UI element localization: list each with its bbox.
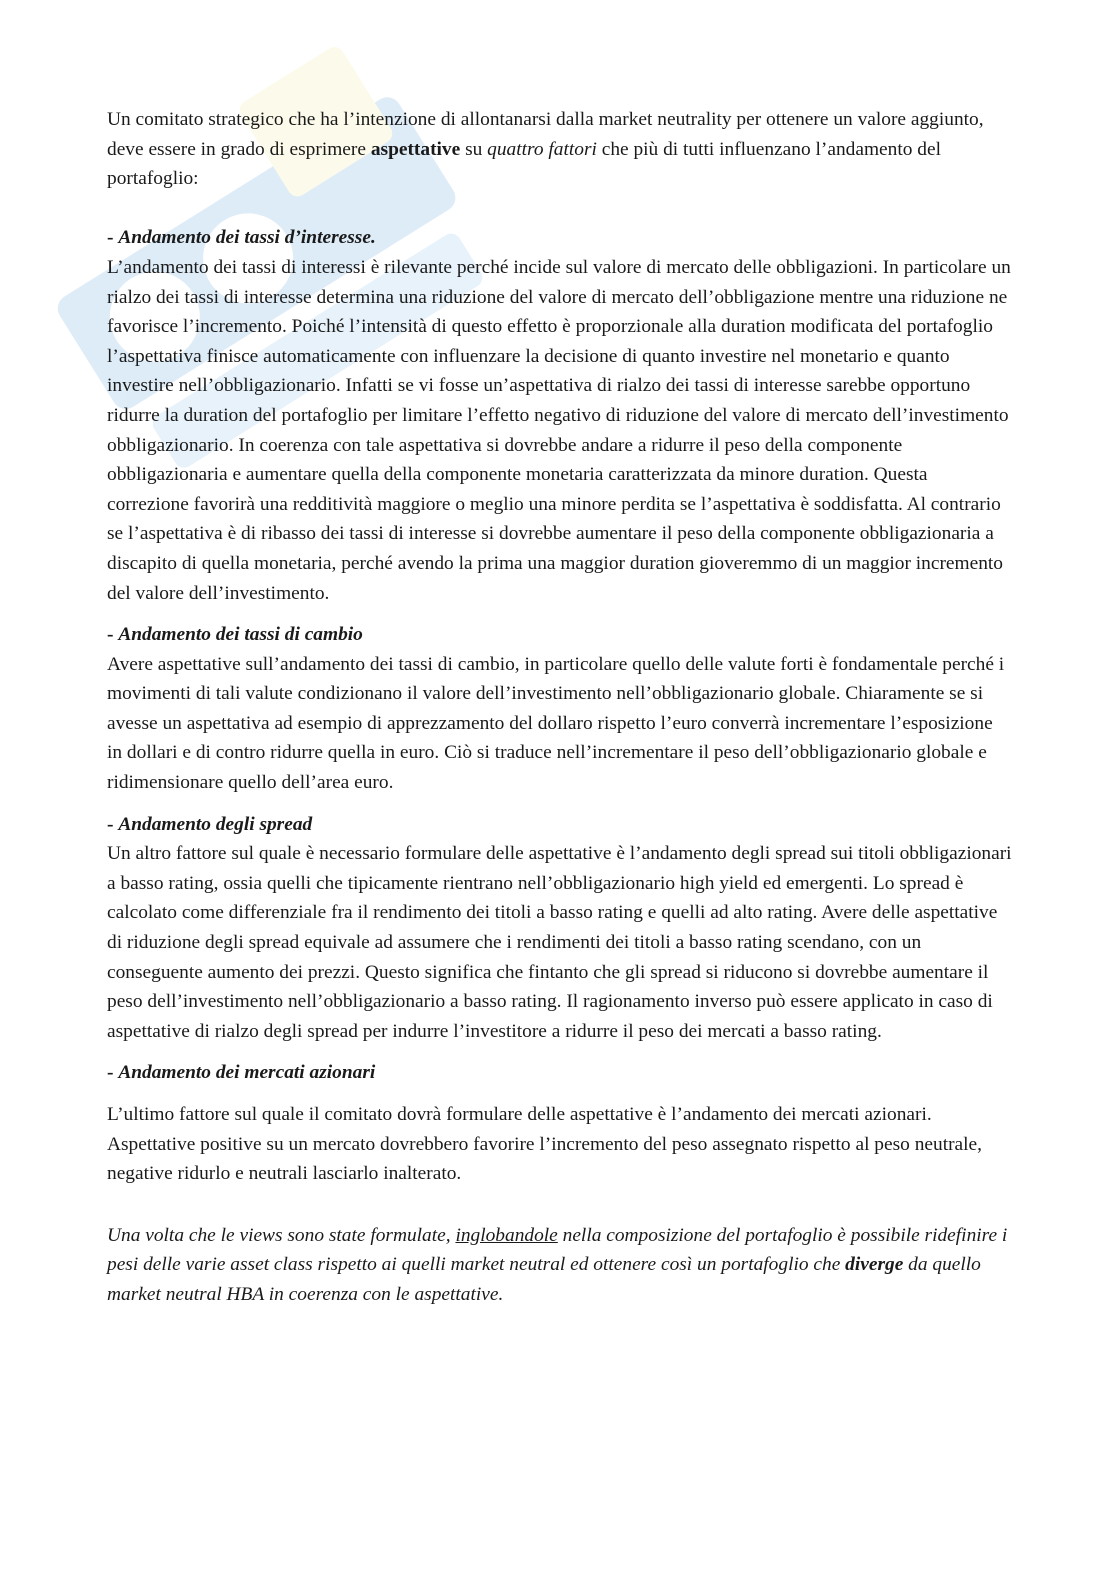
conclusion-bold-term: diverge [845, 1254, 904, 1276]
section-heading [107, 223, 1012, 253]
section-body: Un altro fattore sul quale è necessario formulare delle aspettative è l’andamento degli spread sui titoli obbligazionari a basso rating, ossia quelli che tipicamente rientrano nell’obbligazionario high yield ed emergenti. Lo spread è calcolato come differenziale fra il rendimento dei titoli a basso rating e quelli ad alto rating. Avere delle aspettative di riduzione degli spread equivale ad assumere che i rendimenti dei titoli a basso rating scendano, con un conseguente aumento dei prezzi. Questo significa che fintanto che gli spread si riducono si dovrebbe aumentare il peso dell’investimento nell’obbligazionario a basso rating. Il ragionamento inverso può essere applicato in caso di aspettative di rialzo degli spread per indurre l’investitore a ridurre il peso dei mercati a basso rating. [107, 843, 1012, 1042]
intro-text: Un comitato strategico che ha l’intenzione di allontanarsi dalla market neutrality per ottenere un valore aggiunto, deve essere in grado di esprimere [107, 109, 984, 160]
section-body: L’ultimo fattore sul quale il comitato dovrà formulare delle aspettative è l’andamento dei mercati azionari. Aspettative positive su un mercato dovrebbero favorire l’incremento del peso assegnato rispetto al peso neutrale, negative ridurlo e neutrali lasciarlo inalterato. [107, 1104, 982, 1185]
heading-title: Andamento dei tassi d’interesse. [118, 227, 376, 249]
intro-italic-term: quattro fattori [487, 138, 597, 160]
heading-dash: - [107, 813, 119, 835]
intro-text: che più di tutti influenzano l’andamento del portafoglio: [107, 138, 941, 190]
heading-dash: - [107, 1062, 119, 1084]
conclusion-paragraph [107, 1221, 1012, 1310]
heading-dash: - [107, 227, 119, 249]
heading-dash: - [107, 624, 119, 646]
section-heading [107, 620, 1012, 650]
conclusion-underlined-term: inglobandole [455, 1224, 558, 1246]
intro-text: su [460, 138, 488, 160]
conclusion-text: Una volta che le views sono state formulate, [107, 1224, 456, 1246]
conclusion-text: da quello market neutral HBA in coerenza con le aspettative. [107, 1254, 981, 1305]
heading-title: Andamento dei tassi di cambio [118, 624, 363, 646]
section-heading [107, 810, 1012, 840]
conclusion-text: nella composizione del portafoglio è possibile ridefinire i pesi delle varie asset class rispetto ai quelli market neutral ed ottenere così un portafoglio che [107, 1224, 1008, 1276]
section-heading [107, 1058, 1012, 1088]
intro-bold-term: aspettative [370, 138, 461, 160]
document-page [107, 105, 1012, 1310]
section-body: Avere aspettative sull’andamento dei tassi di cambio, in particolare quello delle valute forti è fondamentale perché i movimenti di tali valute condizionano il valore dell’investimento nell’obbligazionario globale. Chiaramente se si avesse un aspettativa ad esempio di apprezzamento del dollaro rispetto l’euro converrà incrementare l’esposizione in dollari e di contro ridurre quella in euro. Ciò si traduce nell’incrementare il peso dell’obbligazionario globale e ridimensionare quello dell’area euro. [107, 653, 1005, 794]
heading-title: Andamento dei mercati azionari [118, 1062, 376, 1084]
heading-title: Andamento degli spread [118, 813, 313, 835]
section-body: L’andamento dei tassi di interessi è rilevante perché incide sul valore di mercato delle obbligazioni. In particolare un rialzo dei tassi di interesse determina una riduzione del valore di mercato dell’obbligazione mentre una riduzione ne favorisce l’incremento. Poiché l’intensità di questo effetto è proporzionale alla duration modificata del portafoglio l’aspettativa finisce automaticamente con influenzare la decisione di quanto investire nel monetario e quanto investire nell’obbligazionario. Infatti se vi fosse un’aspettativa di rialzo dei tassi di interesse sarebbe opportuno ridurre la duration del portafoglio per limitare l’effetto negativo di riduzione del valore di mercato dell’investimento obbligazionario. In coerenza con tale aspettativa si dovrebbe andare a ridurre il peso della componente obbligazionaria e aumentare quella della componente monetaria caratterizzata da minore duration. Questa correzione favorirà una redditività maggiore o meglio una minore perdita se l’aspettativa è soddisfatta. Al contrario se l’aspettativa è di ribasso dei tassi di interesse si dovrebbe aumentare il peso della componente obbligazionaria a discapito di quella monetaria, perché avendo la prima una maggior duration gioveremmo di un maggior incremento del valore dell’investimento. [107, 256, 1011, 604]
intro-paragraph [107, 105, 1012, 194]
